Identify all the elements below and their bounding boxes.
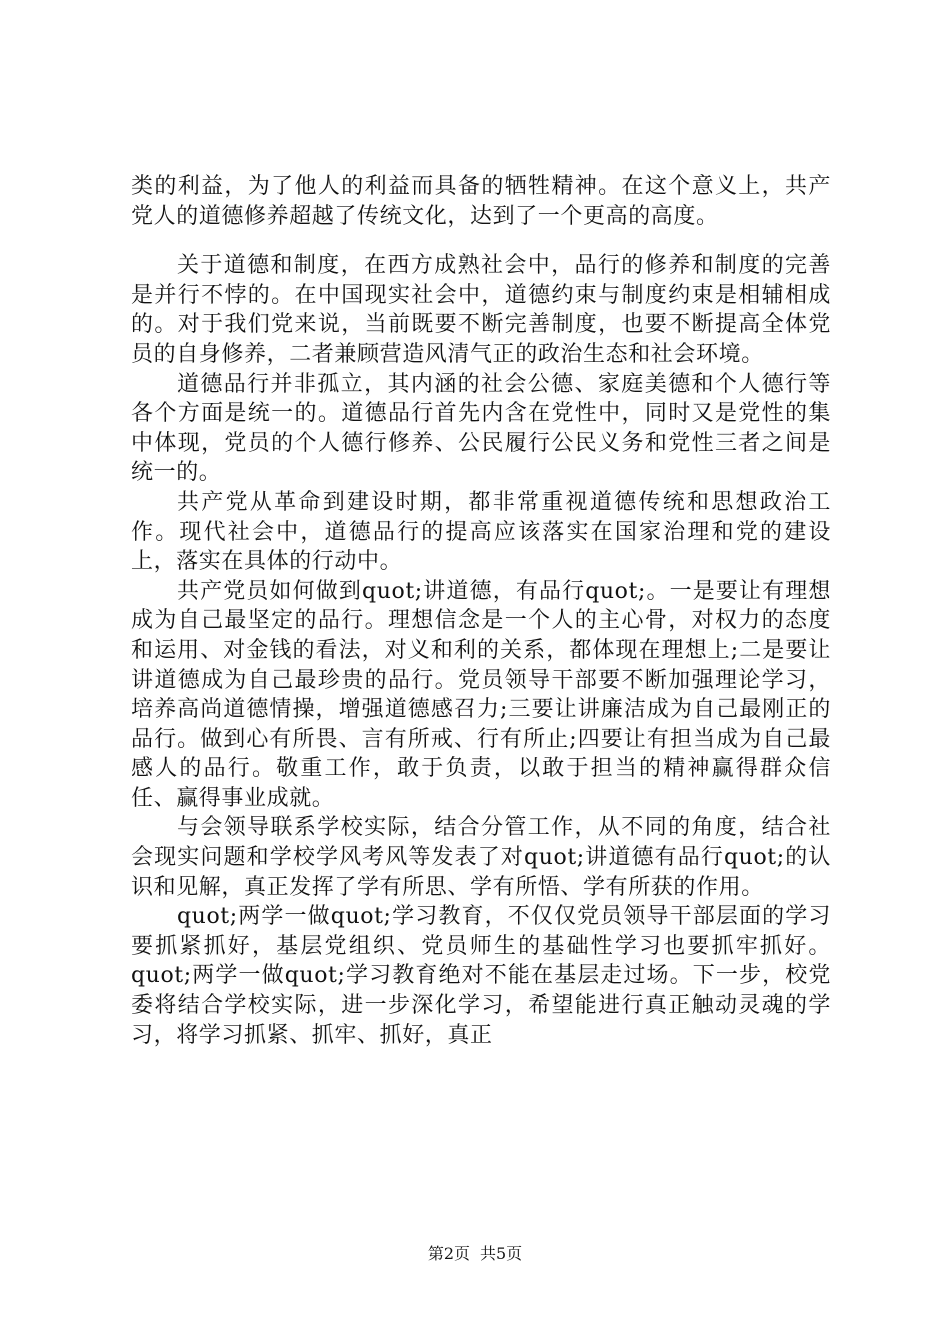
paragraph: quot;两学一做quot;学习教育，不仅仅党员领导干部层面的学习要抓紧抓好，基层党组织、党员师生的基础性学习也要抓牢抓好。quot;两学一做quot;学习教育绝对不能在基层走过场。下一步，校党委将结合学校实际，进一步深化学习，希望能进行真正触动灵魂的学习，将学习抓紧、抓牢、抓好，真正	[131, 904, 831, 1048]
paragraph: 类的利益，为了他人的利益而具备的牺牲精神。在这个意义上，共产党人的道德修养超越了传统文化，达到了一个更高的高度。	[131, 174, 831, 229]
page-total: 共5页	[480, 1244, 523, 1263]
paragraph: 与会领导联系学校实际，结合分管工作，从不同的角度，结合社会现实问题和学校学风考风等发表了对quot;讲道德有品行quot;的认识和见解，真正发挥了学有所思、学有所悟、学有所获的作用。	[131, 815, 831, 900]
paragraph: 共产党从革命到建设时期，都非常重视道德传统和思想政治工作。现代社会中，道德品行的提高应该落实在国家治理和党的建设上，落实在具体的行动中。	[131, 489, 831, 575]
paragraph: 关于道德和制度，在西方成熟社会中，品行的修养和制度的完善是并行不悖的。在中国现实社会中，道德约束与制度约束是相辅相成的。对于我们党来说，当前既要不断完善制度，也要不断提高全体党员的自身修养，二者兼顾营造风清气正的政治生态和社会环境。	[131, 253, 831, 367]
page-footer	[0, 1243, 950, 1265]
document-body	[131, 172, 831, 1050]
page-number: 第2页	[427, 1244, 470, 1263]
paragraph: 道德品行并非孤立，其内涵的社会公德、家庭美德和个人德行等各个方面是统一的。道德品行首先内含在党性中，同时又是党性的集中体现，党员的个人德行修养、公民履行公民义务和党性三者之间是统一的。	[131, 371, 831, 486]
paragraph: 共产党员如何做到quot;讲道德，有品行quot;。一是要让有理想成为自己最坚定的品行。理想信念是一个人的主心骨，对权力的态度和运用、对金钱的看法，对义和利的关系，都体现在理想上;二是要让讲道德成为自己最珍贵的品行。党员领导干部要不断加强理论学习，培养高尚道德情操，增强道德感召力;三要让讲廉洁成为自己最刚正的品行。做到心有所畏、言有所戒、行有所止;四要让有担当成为自己最感人的品行。敬重工作，敢于负责，以敢于担当的精神赢得群众信任、赢得事业成就。	[131, 578, 831, 811]
